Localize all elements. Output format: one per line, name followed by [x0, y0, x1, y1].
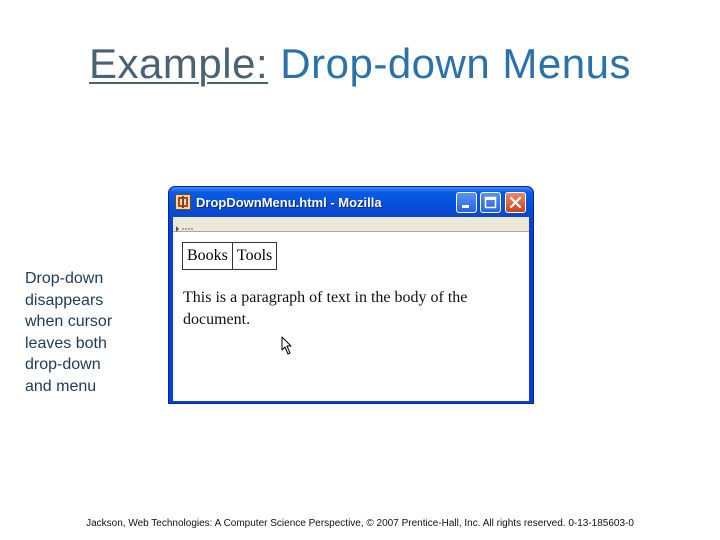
- window-title: DropDownMenu.html - Mozilla: [196, 195, 382, 210]
- close-icon: [506, 193, 525, 212]
- footer-copyright: Jackson, Web Technologies: A Computer Science Perspective, © 2007 Prentice-Hall, Inc. All rights reserved. 0-13-185603-0: [86, 518, 634, 529]
- page-content: [173, 232, 529, 401]
- minimize-icon: [457, 193, 476, 212]
- maximize-button[interactable]: [480, 192, 501, 213]
- body-paragraph: This is a paragraph of text in the body of the document.: [183, 289, 468, 328]
- toolbar-strip: [173, 217, 529, 232]
- window-titlebar[interactable]: [169, 187, 533, 217]
- menu-item-books[interactable]: Books: [187, 247, 228, 264]
- maximize-icon: [481, 193, 500, 212]
- title-suffix: Drop-down Menus: [268, 40, 631, 87]
- toolbar-grip-icon[interactable]: [175, 220, 197, 228]
- side-note: Drop-down disappears when cursor leaves both drop-down and menu: [25, 270, 113, 395]
- slide-title: [0, 40, 720, 88]
- mouse-cursor-icon: [281, 336, 295, 356]
- title-prefix: Example:: [89, 40, 269, 87]
- window-client-area: [173, 217, 529, 401]
- menu-item-tools[interactable]: Tools: [232, 243, 276, 269]
- menu-bar: [182, 242, 277, 270]
- mozilla-app-icon[interactable]: [175, 194, 191, 210]
- browser-window: [168, 186, 534, 404]
- minimize-button[interactable]: [456, 192, 477, 213]
- close-button[interactable]: [505, 192, 526, 213]
